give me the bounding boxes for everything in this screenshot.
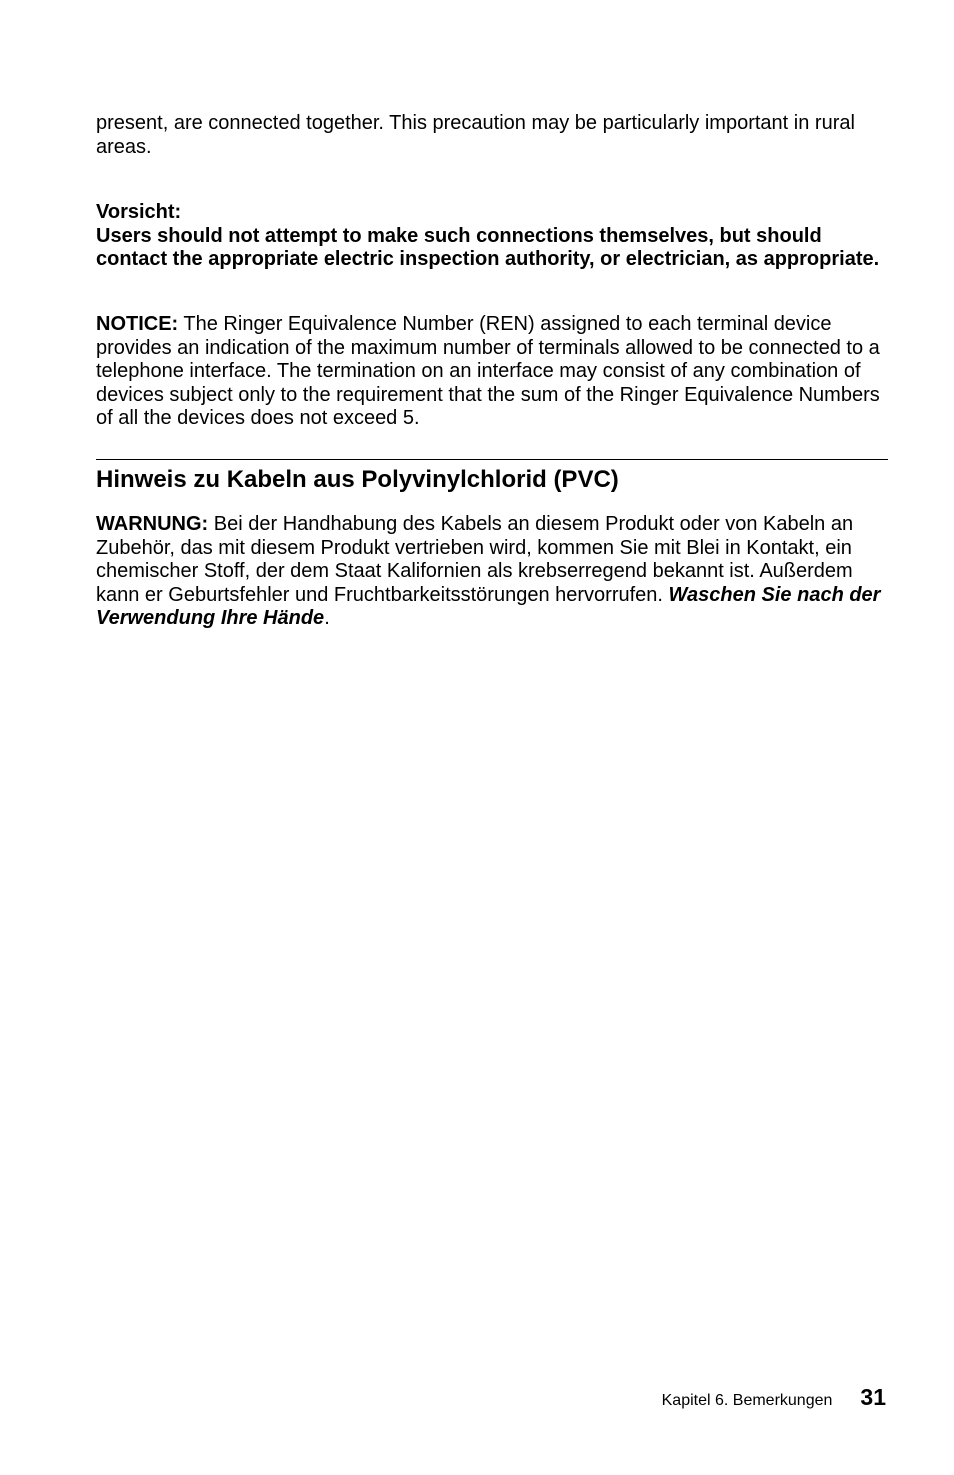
warning-paragraph <box>96 513 888 631</box>
section-divider <box>96 459 888 460</box>
caution-text: Users should not attempt to make such connections themselves, but should contact the appropriate electric inspection authority, or electrician, as appropriate. <box>96 224 880 271</box>
section-heading: Hinweis zu Kabeln aus Polyvinylchlorid (PVC) <box>96 465 619 493</box>
notice-text: The Ringer Equivalence Number (REN) assigned to each terminal device provides an indication of the maximum number of terminals allowed to be connected to a telephone interface. The termination on an interface may consist of any combination of devices subject only to the requirement that the sum of the Ringer Equivalence Numbers of all the devices does not exceed 5. <box>96 312 880 430</box>
warning-label: WARNUNG: <box>96 512 209 535</box>
warning-end: . <box>324 607 330 630</box>
notice-label: NOTICE: <box>96 312 179 335</box>
notice-paragraph <box>96 313 888 431</box>
page-footer <box>662 1384 886 1411</box>
intro-paragraph: present, are connected together. This precaution may be particularly important in rural areas. <box>96 112 855 158</box>
warning-emphasis: Waschen Sie nach der Verwendung Ihre Hände <box>96 583 881 630</box>
warning-text: Bei der Handhabung des Kabels an diesem Produkt oder von Kabeln an Zubehör, das mit diesem Produkt vertrieben wird, kommen Sie mit Blei in Kontakt, ein chemischer Stoff, der dem Staat Kalifornien als krebserregend bekannt ist. Außerdem kann er Geburtsfehler und Fruchtbarkeitsstörungen hervorrufen. <box>96 512 854 606</box>
page-number: 31 <box>860 1384 886 1410</box>
caution-label: Vorsicht: <box>96 201 182 224</box>
document-page <box>96 112 888 631</box>
footer-chapter: Kapitel 6. Bemerkungen <box>661 1392 833 1409</box>
